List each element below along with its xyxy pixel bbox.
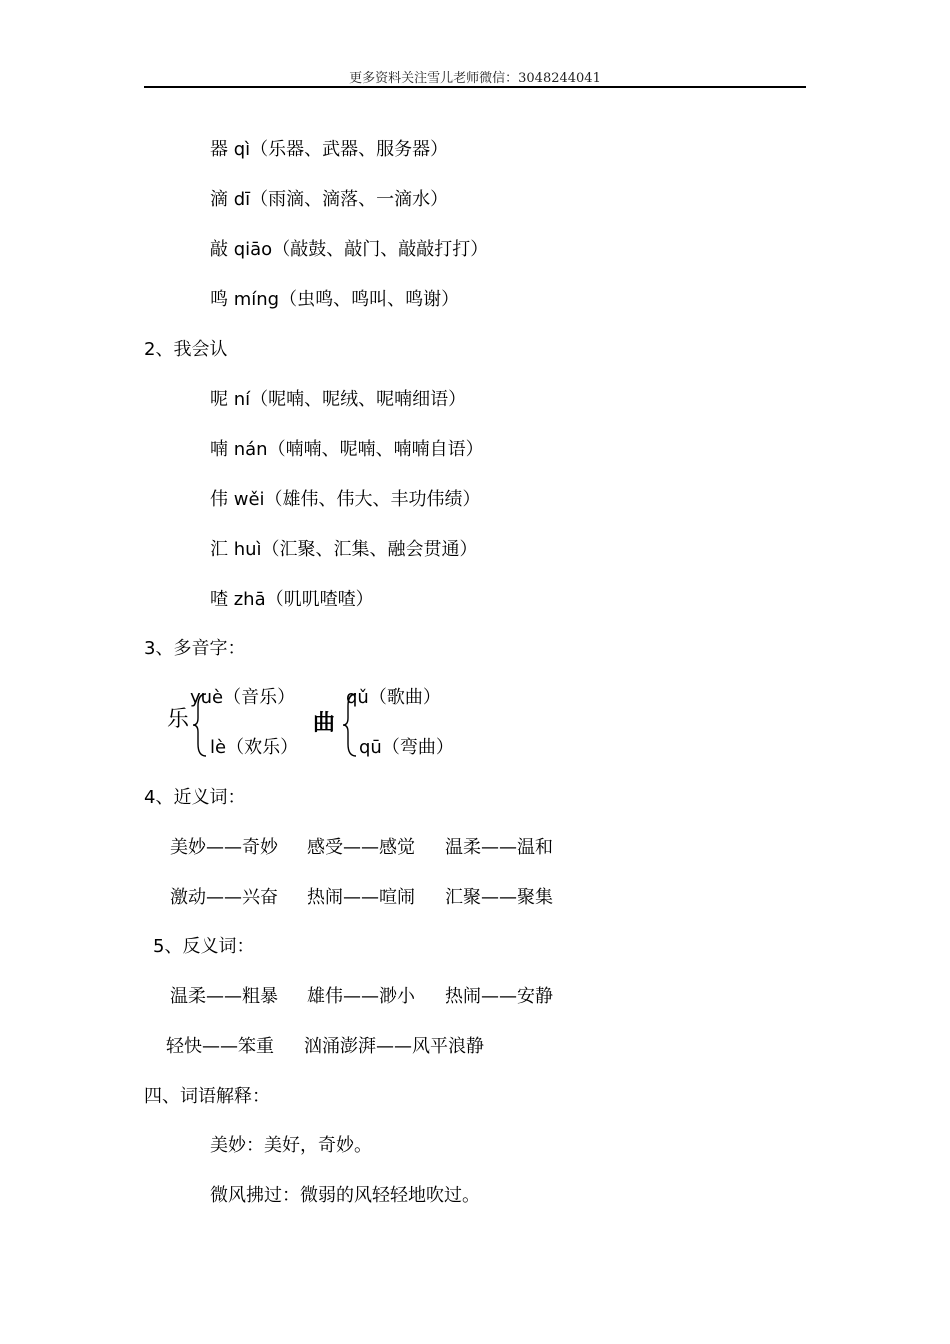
synonym-pair: 激动——兴奋 (170, 887, 278, 908)
page-header: 更多资料关注雪儿老师微信：3048244041 (349, 71, 601, 86)
polyphone-reading: qǔ（歌曲） (346, 687, 441, 708)
synonym-pair: 温柔——温和 (445, 837, 553, 858)
antonym-pair: 轻快——笨重 (166, 1036, 274, 1057)
vocab-item: 喳 zhā（叽叽喳喳） (210, 589, 374, 610)
synonym-pair: 热闹——喧闹 (307, 887, 415, 908)
polyphone-char-le: 乐 (167, 707, 190, 732)
vocab-item: 呢 ní（呢喃、呢绒、呢喃细语） (210, 389, 467, 410)
vocab-item: 器 qì（乐器、武器、服务器） (210, 139, 449, 160)
antonym-pair: 热闹——安静 (445, 986, 553, 1007)
section-title: 3、多音字： (144, 638, 246, 659)
section-title: 5、反义词： (153, 936, 255, 957)
antonym-pair: 汹涌澎湃——风平浪静 (304, 1036, 484, 1057)
header-rule (144, 86, 806, 88)
antonym-pair: 温柔——粗暴 (170, 986, 278, 1007)
polyphone-reading: lè（欢乐） (210, 737, 299, 758)
antonym-pair: 雄伟——渺小 (307, 986, 415, 1007)
vocab-item: 滴 dī（雨滴、滴落、一滴水） (210, 189, 449, 210)
section-title: 四、词语解释： (144, 1086, 270, 1107)
synonym-pair: 汇聚——聚集 (445, 887, 553, 908)
section-title: 2、我会认 (144, 339, 228, 360)
synonym-pair: 美妙——奇妙 (170, 837, 278, 858)
synonym-pair: 感受——感觉 (307, 837, 415, 858)
definition-item: 微风拂过：微弱的风轻轻地吹过。 (210, 1185, 480, 1206)
vocab-item: 伟 wěi（雄伟、伟大、丰功伟绩） (210, 489, 481, 510)
definition-item: 美妙：美好，奇妙。 (210, 1135, 372, 1156)
vocab-item: 喃 nán（喃喃、呢喃、喃喃自语） (210, 439, 484, 460)
polyphone-reading: yuè（音乐） (190, 687, 296, 708)
vocab-item: 鸣 míng（虫鸣、鸣叫、鸣谢） (210, 289, 460, 310)
section-title: 4、近义词： (144, 787, 246, 808)
polyphone-reading: qū（弯曲） (359, 737, 454, 758)
vocab-item: 汇 huì（汇聚、汇集、融会贯通） (210, 539, 478, 560)
polyphone-char-qu: 曲 (313, 711, 336, 736)
vocab-item: 敲 qiāo（敲鼓、敲门、敲敲打打） (210, 239, 489, 260)
